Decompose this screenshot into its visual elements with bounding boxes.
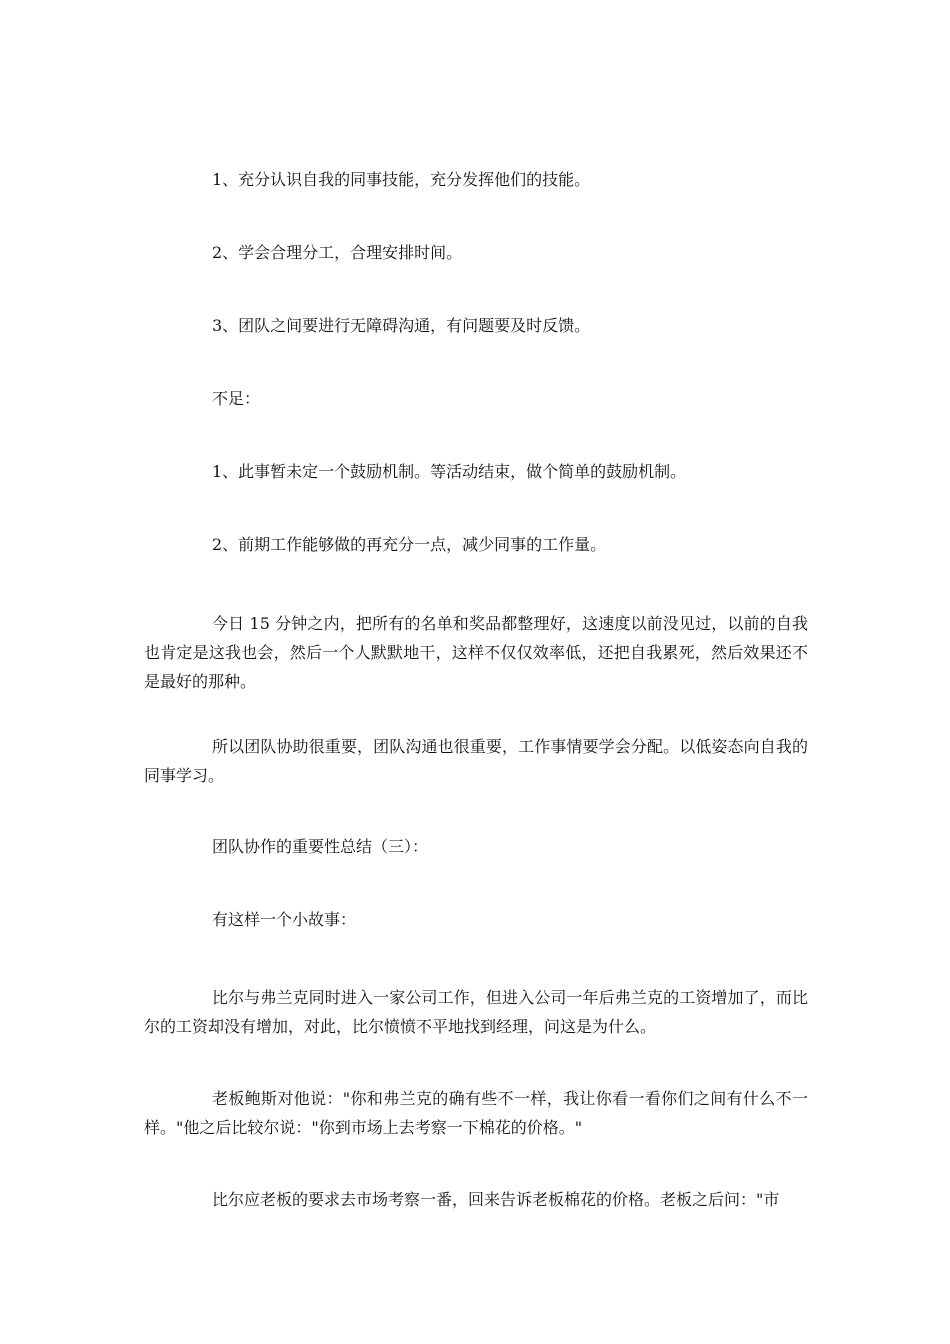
paragraph-point-1: 1、充分认识自我的同事技能，充分发挥他们的技能。 — [212, 170, 591, 189]
paragraph-point-2: 2、学会合理分工，合理安排时间。 — [212, 243, 463, 262]
paragraph-shortcoming-1: 1、此事暂未定一个鼓励机制。等活动结束，做个简单的鼓励机制。 — [212, 462, 687, 481]
paragraph-teamwork-conclusion: 所以团队协助很重要，团队沟通也很重要，工作事情要学会分配。以低姿态向自我的同事学习。 — [144, 737, 808, 785]
paragraph-story-market: 比尔应老板的要求去市场考察一番，回来告诉老板棉花的价格。老板之后问："市 — [212, 1190, 780, 1209]
paragraph-story-boss-reply: 老板鲍斯对他说："你和弗兰克的确有些不一样，我让你看一看你们之间有什么不一样。"他之后比较尔说："你到市场上去考察一下棉花的价格。" — [144, 1089, 808, 1137]
paragraph-today-reflection: 今日 15 分钟之内，把所有的名单和奖品都整理好，这速度以前没见过，以前的自我也肯定是这我也会，然后一个人默默地干，这样不仅仅效率低，还把自我累死，然后效果还不是最好的那种。 — [144, 614, 808, 691]
paragraph-point-3: 3、团队之间要进行无障碍沟通，有问题要及时反馈。 — [212, 316, 591, 335]
paragraph-story-bill-frank: 比尔与弗兰克同时进入一家公司工作，但进入公司一年后弗兰克的工资增加了，而比尔的工资却没有增加，对此，比尔愤愤不平地找到经理，问这是为什么。 — [144, 988, 808, 1036]
paragraph-story-intro: 有这样一个小故事： — [212, 910, 357, 929]
paragraph-shortcoming-2: 2、前期工作能够做的再充分一点，减少同事的工作量。 — [212, 535, 607, 554]
section-heading-shortcomings: 不足： — [212, 389, 261, 408]
section-heading-summary-three: 团队协作的重要性总结（三）： — [212, 837, 429, 856]
